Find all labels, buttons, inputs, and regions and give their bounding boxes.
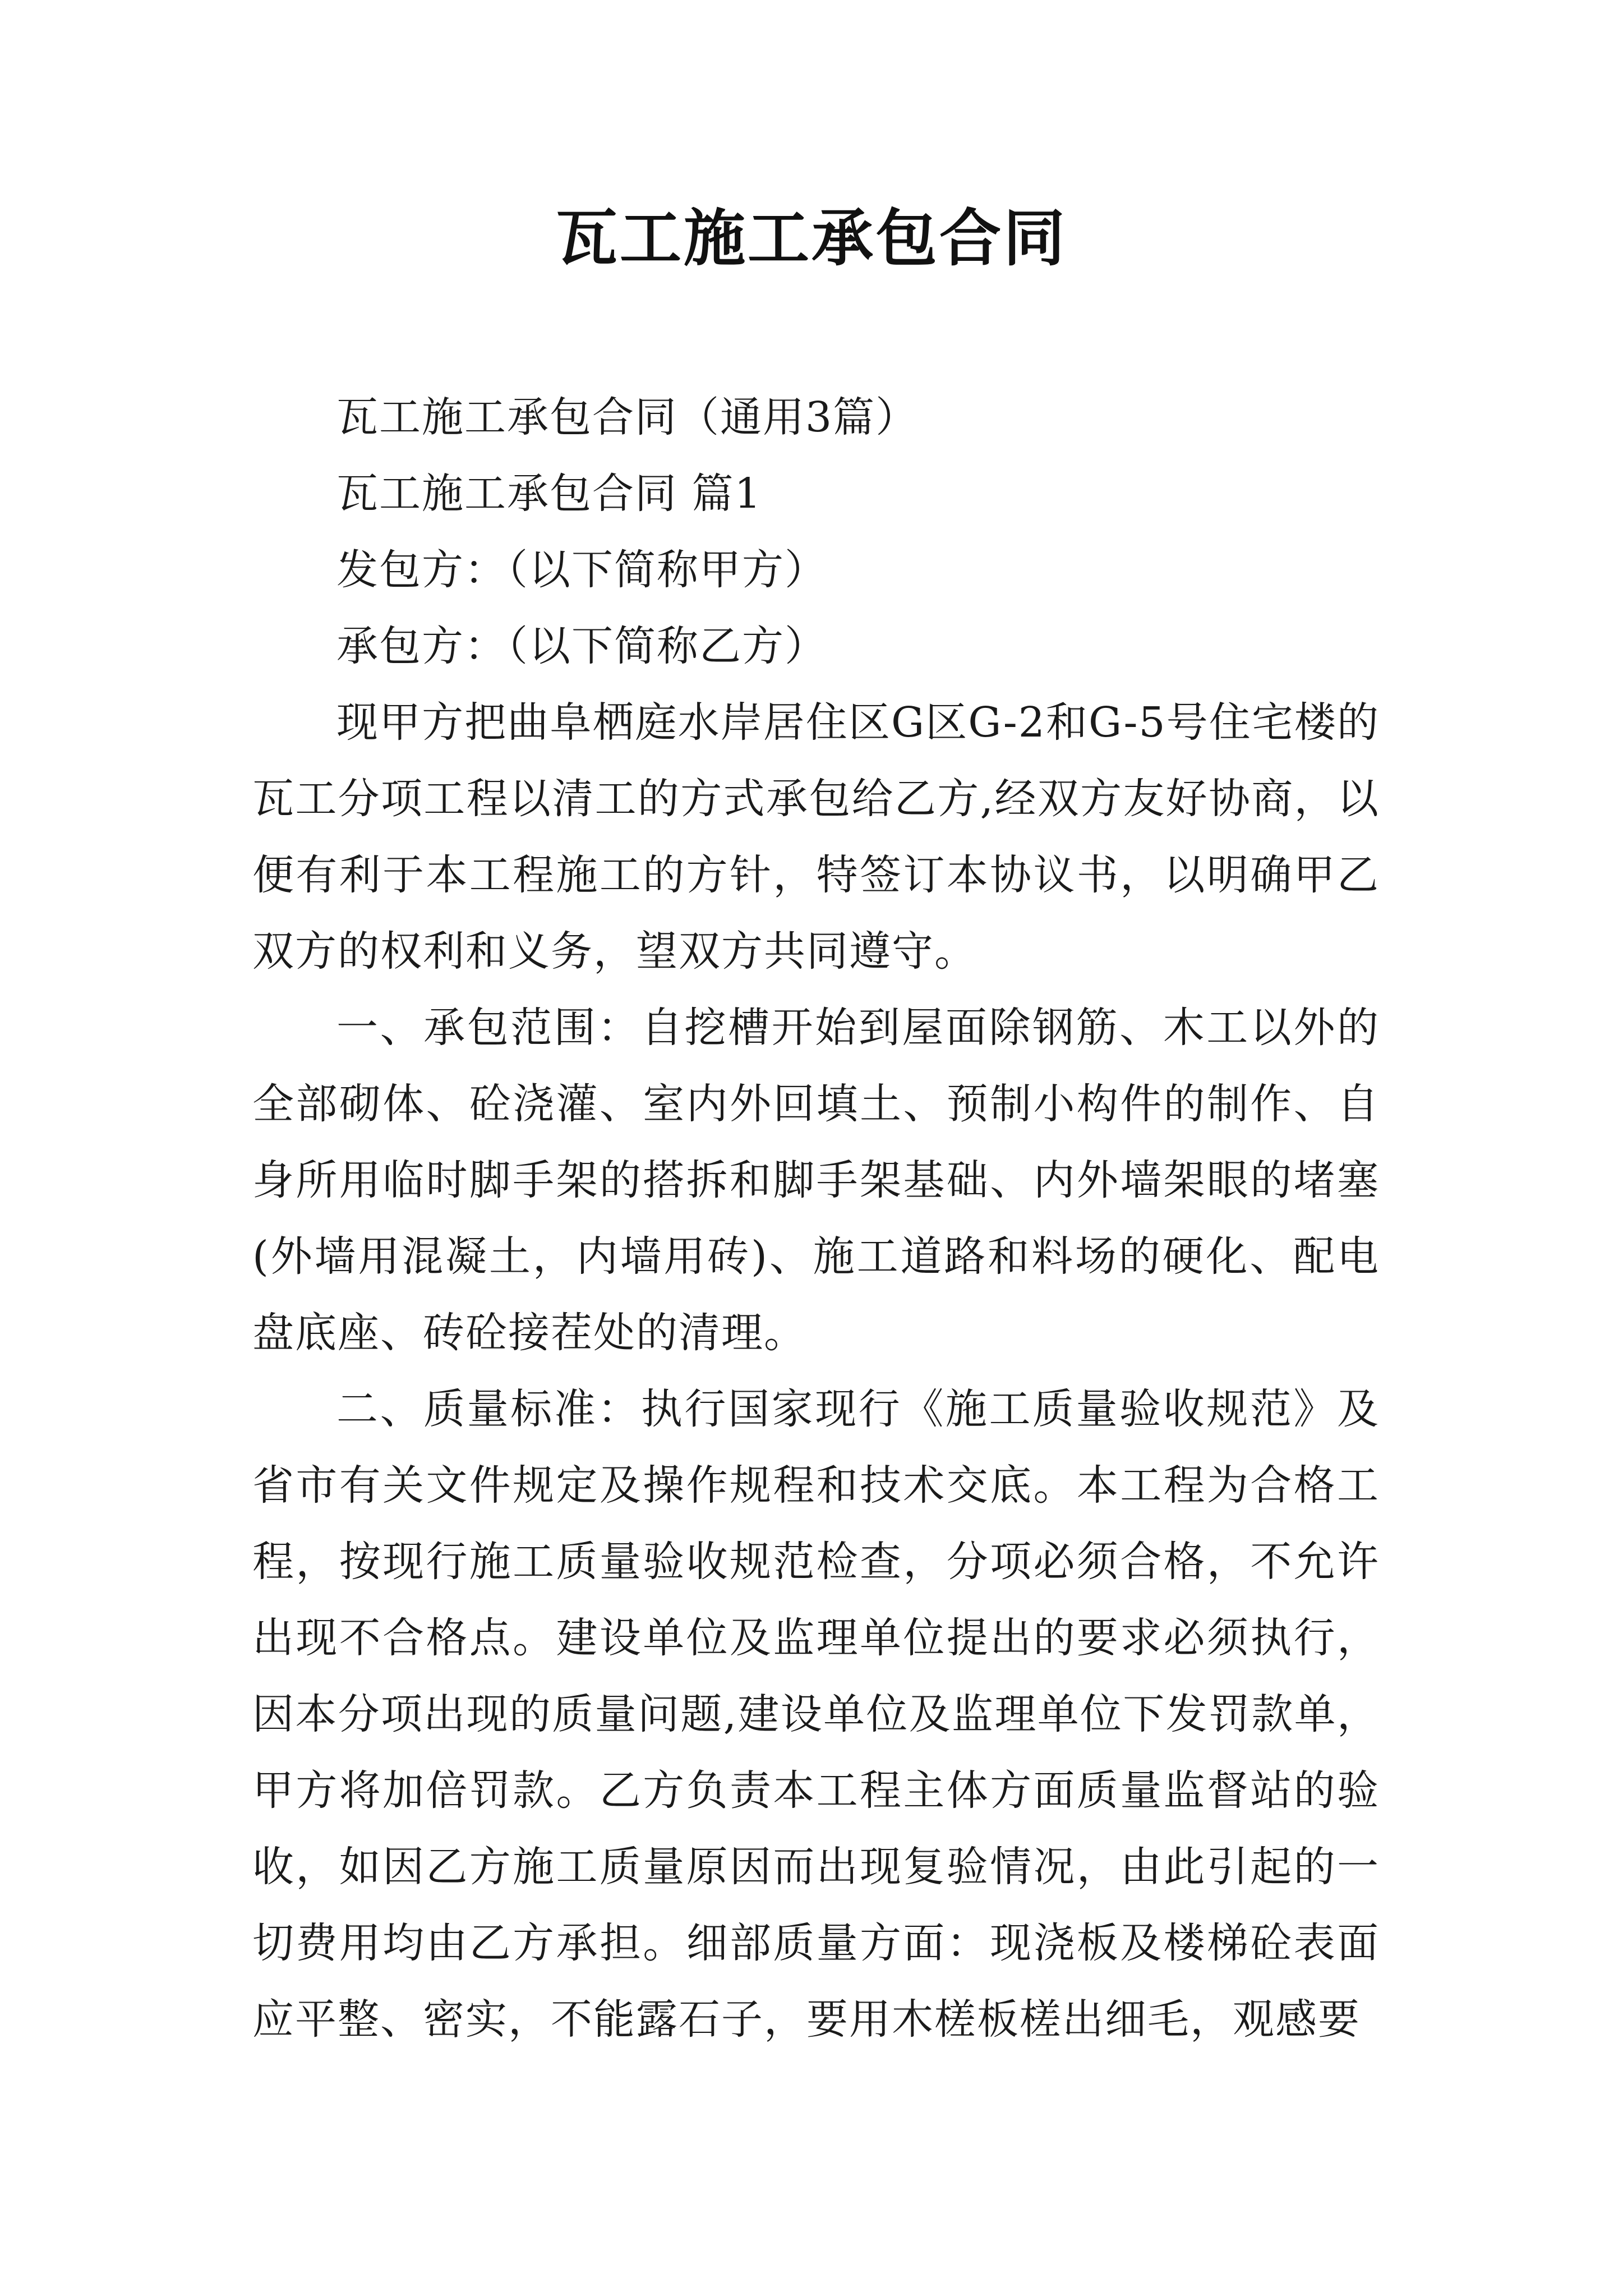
clause-quality-paragraph: 二、质量标准：执行国家现行《施工质量验收规范》及省市有关文件规定及操作规程和技术交底。本工程为合格工程，按现行施工质量验收规范检查，分项必须合格，不允许出现不合格点。建设单位及监理单位提出的要求必须执行，因本分项出现的质量问题,建设单位及监理单位下发罚款单，甲方将加倍罚款。乙方负责本工程主体方面质量监督站的验收，如因乙方施工质量原因而出现复验情况，由此引起的一切费用均由乙方承担。细部质量方面：现浇板及楼梯砼表面应平整、密实，不能露石子，要用木槎板槎出细毛，观感要 [252, 1385, 1380, 2044]
intro-paragraph: 现甲方把曲阜栖庭水岸居住区G区G-2和G-5号住宅楼的瓦工分项工程以清工的方式承包给乙方,经双方友好协商，以便有利于本工程施工的方针，特签订本协议书，以明确甲乙双方的权利和义务，望双方共同遵守。 [252, 698, 1380, 976]
document-subtitle: 瓦工施工承包合同（通用3篇） [336, 393, 919, 441]
section-heading: 瓦工施工承包合同 篇1 [336, 470, 762, 518]
document-body [252, 379, 1380, 2058]
party-b-line: 承包方：（以下简称乙方） [336, 622, 827, 670]
clause-scope-paragraph: 一、承包范围：自挖槽开始到屋面除钢筋、木工以外的全部砌体、砼浇灌、室内外回填土、预制小构件的制作、自身所用临时脚手架的搭拆和脚手架基础、内外墙架眼的堵塞(外墙用混凝土，内墙用砖)、施工道路和料场的硬化、配电盘底座、砖砼接茬处的清理。 [252, 1004, 1380, 1357]
document-title: 瓦工施工承包合同 [556, 202, 1067, 274]
party-a-line: 发包方：（以下简称甲方） [336, 546, 827, 594]
